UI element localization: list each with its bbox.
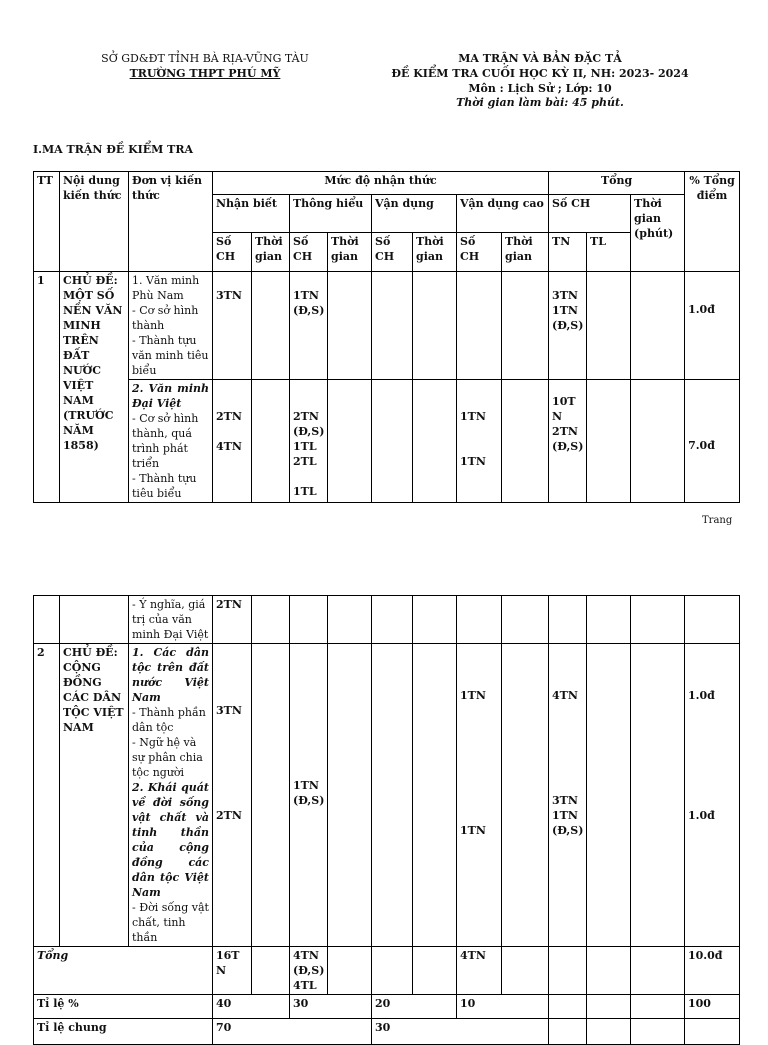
th-th-tg: Thời gian xyxy=(328,233,372,272)
row1-unit-b xyxy=(129,380,213,503)
cell-empty xyxy=(252,272,290,380)
unit-title: 1. Văn minh Phù Nam xyxy=(132,274,200,302)
unit-line: - Ngữ hệ và sự phân chia tộc người xyxy=(132,736,203,779)
cell-empty xyxy=(372,644,413,947)
row1-tt: 1 xyxy=(34,272,60,503)
value-line: (Đ,S) xyxy=(552,319,584,332)
cell-empty xyxy=(457,596,502,644)
cell-empty xyxy=(587,947,631,995)
th-van-dung-cao: Vận dụng cao xyxy=(457,195,549,233)
cell-value xyxy=(457,380,502,503)
cell-pct xyxy=(685,644,740,947)
cell-empty xyxy=(372,380,413,503)
cell-empty xyxy=(413,272,457,380)
doc-title: MA TRẬN VÀ BẢN ĐẶC TẢ xyxy=(458,52,622,65)
cell-pct: 7.0đ xyxy=(685,380,740,503)
th-tong: Tổng xyxy=(549,172,685,195)
cell-empty xyxy=(631,596,685,644)
value-line: 1.0đ xyxy=(688,689,715,702)
cell-empty xyxy=(252,947,290,995)
th-tn: TN xyxy=(549,233,587,272)
cell-empty xyxy=(372,272,413,380)
cell-empty xyxy=(502,947,549,995)
cell-empty xyxy=(328,644,372,947)
value-line: 2TN xyxy=(216,410,242,423)
row2-topic: CHỦ ĐỀ: CỘNG ĐỒNG CÁC DÂN TỘC VIỆT NAM xyxy=(60,644,129,947)
unit-line: - Thành phần dân tộc xyxy=(132,706,206,734)
section-title: I.MA TRẬN ĐỀ KIỂM TRA xyxy=(33,143,194,156)
th-so-ch: Số CH xyxy=(549,195,631,233)
school-name: TRƯỜNG THPT PHÚ MỸ xyxy=(129,67,281,80)
cell-empty xyxy=(252,596,290,644)
cell-value xyxy=(290,947,328,995)
ratio-th: 30 xyxy=(290,995,372,1019)
cell-empty xyxy=(549,947,587,995)
row1-topic: CHỦ ĐỀ: MỘT SỐ NỀN VĂN MINH TRÊN ĐẤT NƯỚC VIỆT NAM (TRƯỚC NĂM 1858) xyxy=(60,272,129,503)
cell-value xyxy=(290,644,328,947)
total-label: Tổng xyxy=(34,947,213,995)
cell-empty xyxy=(372,596,413,644)
cell-empty xyxy=(549,596,587,644)
cell-empty xyxy=(413,947,457,995)
general-label: Tỉ lệ chung xyxy=(34,1019,213,1045)
cell-value xyxy=(213,380,252,503)
th-tl: TL xyxy=(587,233,631,272)
cell-value xyxy=(290,272,328,380)
cell-value: 2TN xyxy=(213,596,252,644)
cell-value xyxy=(457,644,502,947)
cell-value xyxy=(549,644,587,947)
cell-empty xyxy=(502,644,549,947)
unit-line: - Cơ sở hình thành xyxy=(132,304,199,332)
value-line: (Đ,S) xyxy=(293,425,325,438)
th-muc-do: Mức độ nhận thức xyxy=(213,172,549,195)
cell-empty xyxy=(631,947,685,995)
th-tt: TT xyxy=(34,172,60,272)
cell-empty xyxy=(252,380,290,503)
value-line: 4TN xyxy=(293,949,319,962)
value-line: 4TN xyxy=(552,689,578,702)
value-line: 3TN xyxy=(552,794,578,807)
row2-units xyxy=(129,644,213,947)
unit-line: - Cơ sở hình thành, quá trình phát triển xyxy=(132,412,199,470)
row1-unit-a xyxy=(129,272,213,380)
value-line: 1TN xyxy=(293,779,319,792)
cell-value xyxy=(290,380,328,503)
value-line: (Đ,S) xyxy=(293,794,325,807)
matrix-table-page2 xyxy=(33,595,740,1045)
value-line: N xyxy=(552,410,563,423)
cont-unit: - Ý nghĩa, giá trị của văn minh Đại Việt xyxy=(129,596,213,644)
th-noi-dung: Nội dung kiến thức xyxy=(60,172,129,272)
th-vdc-soch: Số CH xyxy=(457,233,502,272)
cell-empty xyxy=(502,272,549,380)
cell-empty xyxy=(502,380,549,503)
cell-empty xyxy=(413,596,457,644)
cell-empty xyxy=(252,644,290,947)
value-line: 4TN xyxy=(216,440,242,453)
th-vd-soch: Số CH xyxy=(372,233,413,272)
cell-empty xyxy=(457,272,502,380)
value-line: 1TN xyxy=(460,455,486,468)
page-footer: Trang xyxy=(702,515,733,526)
unit-line: - Đời sống vật chất, tinh thần xyxy=(132,901,209,944)
th-vdc-tg: Thời gian xyxy=(502,233,549,272)
value-line: 1TL xyxy=(293,485,317,498)
value-line: 1TN xyxy=(293,289,319,302)
th-thoi-gian-phut: Thời gian (phút) xyxy=(631,195,685,272)
cell-pct: 1.0đ xyxy=(685,272,740,380)
subject-line: Môn : Lịch Sử ; Lớp: 10 xyxy=(468,82,612,95)
value-line: N xyxy=(216,964,227,977)
cell-empty xyxy=(685,1019,740,1045)
value-line: 1.0đ xyxy=(688,809,715,822)
th-nb-soch: Số CH xyxy=(213,233,252,272)
cell-value xyxy=(549,272,587,380)
value-line: 16T xyxy=(216,949,240,962)
general-b: 30 xyxy=(372,1019,549,1045)
unit-title: 2. Khái quát về đời sống vật chất và tinh thần của cộng đồng các dân tộc Việt Nam xyxy=(132,781,209,899)
cell-empty xyxy=(328,947,372,995)
th-pct: % Tổng điểm xyxy=(685,172,740,272)
cell-empty xyxy=(549,995,587,1019)
cell-pct: 10.0đ xyxy=(685,947,740,995)
value-line: 1TN xyxy=(460,689,486,702)
cell-empty xyxy=(631,1019,685,1045)
value-line: (Đ,S) xyxy=(552,824,584,837)
unit-title: 2. Văn minh Đại Việt xyxy=(132,382,209,410)
unit-line: - Thành tựu tiêu biểu xyxy=(132,472,197,500)
th-th-soch: Số CH xyxy=(290,233,328,272)
cell-value: 3TN xyxy=(213,272,252,380)
th-vd-tg: Thời gian xyxy=(413,233,457,272)
cell-empty xyxy=(631,272,685,380)
cell-value xyxy=(549,380,587,503)
row2-tt: 2 xyxy=(34,644,60,947)
unit-line: - Thành tựu văn minh tiêu biểu xyxy=(132,334,209,377)
th-don-vi: Đơn vị kiến thức xyxy=(129,172,213,272)
cell-empty xyxy=(587,380,631,503)
cell-value xyxy=(213,947,252,995)
value-line: 1TN xyxy=(552,304,578,317)
cell-empty xyxy=(549,1019,587,1045)
value-line: 10T xyxy=(552,395,576,408)
cell-empty xyxy=(328,596,372,644)
value-line: (Đ,S) xyxy=(293,304,325,317)
value-line: 1TN xyxy=(460,824,486,837)
value-line: 2TN xyxy=(552,425,578,438)
department-name: SỞ GD&ĐT TỈNH BÀ RỊA-VŨNG TÀU xyxy=(101,52,309,65)
ratio-label: Tỉ lệ % xyxy=(34,995,213,1019)
cell-empty xyxy=(685,596,740,644)
value-line: (Đ,S) xyxy=(552,440,584,453)
th-nhan-biet: Nhận biết xyxy=(213,195,290,233)
th-thong-hieu: Thông hiểu xyxy=(290,195,372,233)
value-line: 2TN xyxy=(293,410,319,423)
value-line: 1TN xyxy=(552,809,578,822)
cell-empty xyxy=(413,644,457,947)
cell-value xyxy=(213,644,252,947)
cell-empty xyxy=(587,272,631,380)
ratio-vdc: 10 xyxy=(457,995,549,1019)
exam-title: ĐỀ KIỂM TRA CUỐI HỌC KỲ II, NH: 2023- 2024 xyxy=(391,67,689,80)
cell-value: 4TN xyxy=(457,947,502,995)
cell-empty xyxy=(60,596,129,644)
general-a: 70 xyxy=(213,1019,372,1045)
cell-empty xyxy=(631,644,685,947)
th-van-dung: Vận dụng xyxy=(372,195,457,233)
cell-empty xyxy=(587,1019,631,1045)
ratio-vd: 20 xyxy=(372,995,457,1019)
cell-empty xyxy=(631,995,685,1019)
value-line: 1TL xyxy=(293,440,317,453)
value-line: 3TN xyxy=(216,704,242,717)
matrix-table-page1 xyxy=(33,171,740,503)
value-line: 4TL xyxy=(293,979,317,992)
value-line: (Đ,S) xyxy=(293,964,325,977)
value-line: 2TL xyxy=(293,455,317,468)
cell-empty xyxy=(587,644,631,947)
cell-empty xyxy=(587,995,631,1019)
value-line: 3TN xyxy=(552,289,578,302)
cell-empty xyxy=(587,596,631,644)
cell-empty xyxy=(290,596,328,644)
cell-empty xyxy=(502,596,549,644)
time-line: Thời gian làm bài: 45 phút. xyxy=(456,96,624,109)
cell-empty xyxy=(328,380,372,503)
cell-empty xyxy=(34,596,60,644)
cell-empty xyxy=(328,272,372,380)
th-nb-tg: Thời gian xyxy=(252,233,290,272)
cell-empty xyxy=(413,380,457,503)
value-line: 2TN xyxy=(216,809,242,822)
ratio-pct: 100 xyxy=(685,995,740,1019)
value-line: 1TN xyxy=(460,410,486,423)
ratio-nb: 40 xyxy=(213,995,290,1019)
cell-empty xyxy=(631,380,685,503)
unit-title: 1. Các dân tộc trên đất nước Việt Nam xyxy=(132,646,209,704)
cell-empty xyxy=(372,947,413,995)
